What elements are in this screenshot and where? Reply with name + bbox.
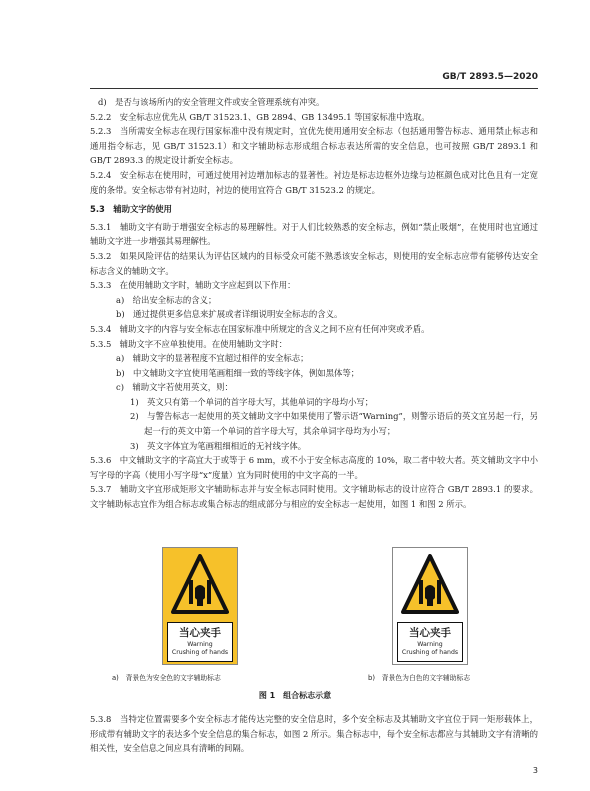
text-auxiliary-sign [167,622,233,662]
sign-text-warning: Warning [187,641,213,648]
item-d: d) 是否与该场所内的安全管理文件或安全管理系统有冲突。 [98,97,325,107]
combined-sign-yellow [162,547,238,665]
clause-5-3-3-a: a) 给出安全标志的含义； [116,294,217,305]
clause-5-3-5: 5.3.5 辅助文字不应单独使用。在使用辅助文字时： [90,338,288,349]
clause-5-3-5-c: c) 辅助文字若使用英文，则： [116,382,233,393]
warning-crushing-hands-icon [401,554,459,616]
clause-5-3-2: 5.3.2 如果风险评估的结果认为评估区域内的目标受众可能不熟悉该安全标志，则使用的安全标志应带有能够传达安全标志含义的辅助文字。 [90,250,538,276]
clause-5-3-3-b: b) 通过提供更多信息来扩展或者详细说明安全标志的含义。 [116,309,343,320]
figure-title: 图 1 组合标志示意 [258,691,332,700]
sign-text-cn: 当心夹手 [409,627,451,639]
caption-a: a) 背景色为安全色的文字辅助标志 [112,674,221,682]
clause-5-3-4: 5.3.4 辅助文字的内容与安全标志在国家标准中所规定的含义之间不应有任何冲突或矛盾。 [90,323,430,334]
clause-5-2-2: 5.2.2 安全标志应优先从 GB/T 31523.1、GB 2894、GB 13495.1 等国家标准中选取。 [90,111,430,122]
combined-sign-white [392,547,468,665]
clause-5-3-3: 5.3.3 在使用辅助文字时，辅助文字应起到以下作用： [90,280,296,291]
clause-5-3-8: 5.3.8 当特定位置需要多个安全标志才能传达完整的安全信息时，多个安全标志及其辅助文字宜位于同一矩形载体上，形成带有辅助文字的表达多个安全信息的集合标志，如图 2 所示。集合标志中，每个安全标志都应与其辅助文字有清晰的相关性，安全信息之间应具有清晰的间隔。 [90,714,538,754]
standard-number: GB/T 2893.5—2020 [442,72,538,82]
clause-5-3-7: 5.3.7 辅助文字宜形成矩形文字辅助标志并与安全标志同时使用。文字辅助标志的设计应符合 GB/T 2893.1 的要求。文字辅助标志宜作为组合标志或集合标志的组成部分与相应的安全标志一起使用，如图 1 和图 2 所示。 [90,484,538,510]
warning-crushing-hands-icon [171,554,229,616]
sign-text-en: Crushing of hands [401,649,459,656]
clause-5-2-3: 5.2.3 当所需安全标志在现行国家标准中没有规定时，宜优先使用通用安全标志（包括通用警告标志、通用禁止标志和通用指令标志，见 GB/T 31523.1）和文字辅助标志形成组合标志表达所需的安全信息，也可按照 GB/T 2893.1 和 GB/T 2893.3 的规定设计新安全标志。 [90,126,538,166]
clause-5-3-1: 5.3.1 辅助文字有助于增强安全标志的易理解性。对于人们比较熟悉的安全标志，例如“禁止吸烟”，在使用时也宜通过辅助文字进一步增强其易理解性。 [90,221,538,247]
main-text-continued [90,712,538,756]
sign-text-warning: Warning [417,641,443,648]
clause-5-3-5-c-3: 3) 英文字体宜为笔画粗细相近的无衬线字体。 [130,440,307,451]
main-text [90,95,538,512]
figure-1 [90,547,538,667]
clause-5-3-5-b: b) 中文辅助文字宜使用笔画粗细一致的等线字体，例如黑体等； [116,367,360,378]
clause-5-2-4: 5.2.4 安全标志在使用时，可通过使用衬边增加标志的显著性。衬边是标志边框外边缘与边框颜色成对比色且有一定宽度的条带。安全标志带有衬边时，衬边的使用宜符合 GB/T 31523.2 的规定。 [90,169,538,195]
section-heading-5-3: 5.3 辅助文字的使用 [90,204,172,215]
caption-b: b) 背景色为白色的文字辅助标志 [368,674,471,682]
sign-text-en: Crushing of hands [171,649,229,656]
text-auxiliary-sign [397,622,463,662]
clause-5-3-6: 5.3.6 中文辅助文字的字高宜大于或等于 6 mm，或不小于安全标志高度的 10%，取二者中较大者。英文辅助文字中小写字母的字高（使用小写字母“x”度量）宜为同时使用的中文字高的一半。 [90,455,538,480]
sign-text-cn: 当心夹手 [179,627,221,639]
clause-5-3-5-c-1: 1) 英文只有第一个单词的首字母大写，其他单词的字母均小写； [130,396,374,407]
clause-5-3-5-c-2: 2) 与警告标志一起使用的英文辅助文字中如果使用了警示语“Warning”，则警示语后的英文宜另起一行，另起一行的英文中第一个单词的首字母大写，其余单词字母均为小写； [130,411,538,437]
page-number: 3 [532,766,538,775]
header-rule [90,88,538,89]
clause-5-3-5-a: a) 辅助文字的显著程度不宜超过相伴的安全标志； [116,353,309,364]
